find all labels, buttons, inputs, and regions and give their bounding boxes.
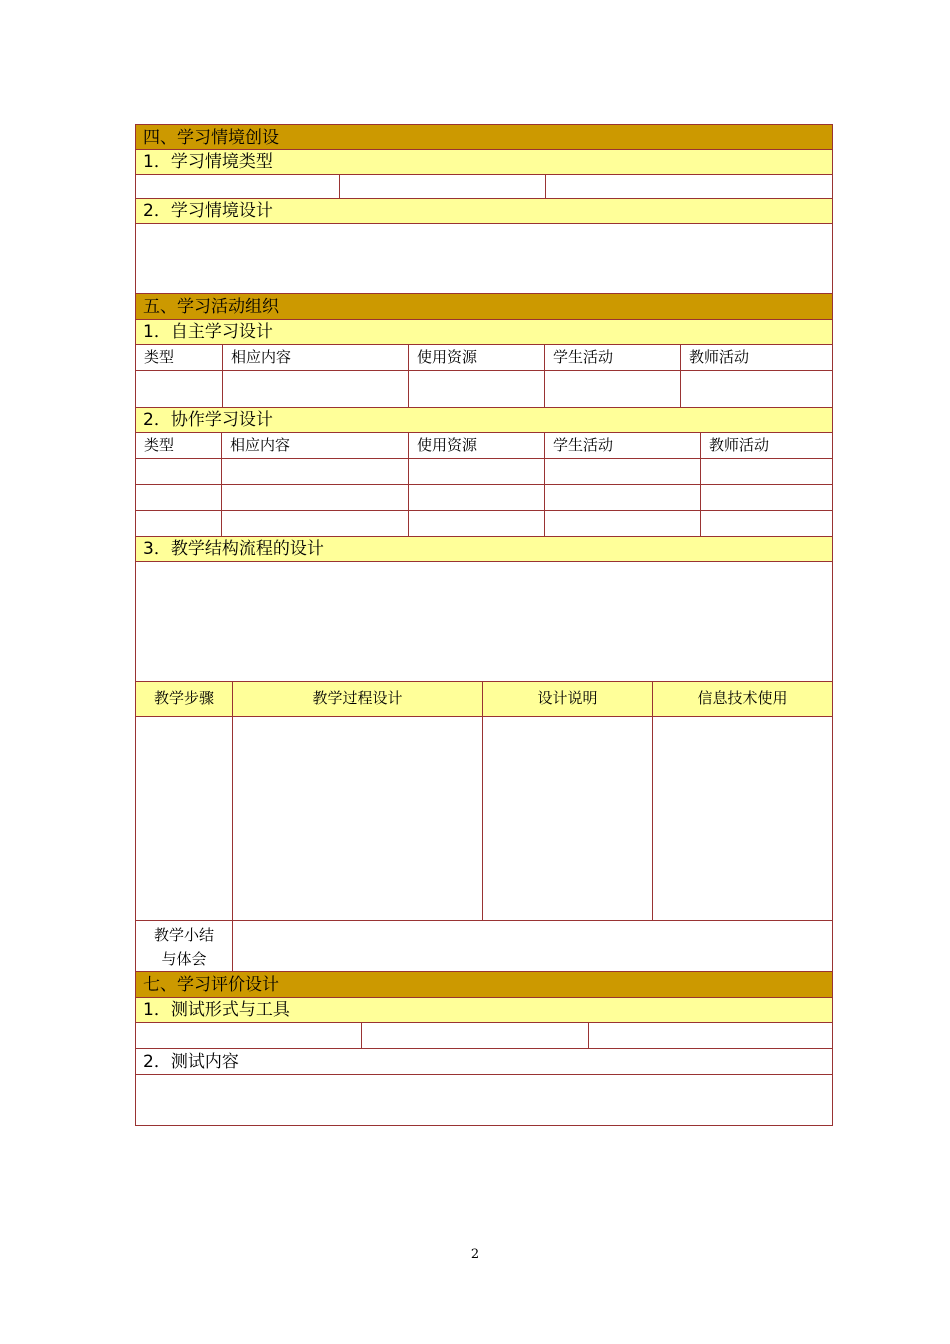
collab-row <box>135 485 833 511</box>
table-cell[interactable] <box>409 459 545 484</box>
col-student-activity: 学生活动 <box>545 433 701 458</box>
collab-header-row <box>135 433 833 459</box>
table-cell[interactable] <box>136 717 233 920</box>
summary-content[interactable] <box>233 921 832 971</box>
table-cell[interactable] <box>362 1023 589 1048</box>
table-cell[interactable] <box>136 371 223 407</box>
col-type: 类型 <box>136 345 223 370</box>
situation-type-cell[interactable] <box>136 175 340 198</box>
process-header-row <box>135 682 833 717</box>
col-student-activity: 学生活动 <box>545 345 681 370</box>
table-cell[interactable] <box>409 371 545 407</box>
table-cell[interactable] <box>136 511 222 536</box>
table-cell[interactable] <box>136 485 222 510</box>
situation-type-row <box>135 175 833 199</box>
table-cell[interactable] <box>545 459 701 484</box>
process-body-row <box>135 717 833 921</box>
col-content: 相应内容 <box>223 345 409 370</box>
section-7-sub2: 2．测试内容 <box>135 1049 833 1075</box>
col-process-design: 教学过程设计 <box>233 682 483 716</box>
self-study-row <box>135 371 833 408</box>
col-it-usage: 信息技术使用 <box>653 682 832 716</box>
table-cell[interactable] <box>701 511 832 536</box>
test-form-row <box>135 1023 833 1049</box>
self-study-header-row <box>135 345 833 371</box>
table-cell[interactable] <box>653 717 832 920</box>
situation-design-area[interactable] <box>135 224 833 294</box>
table-cell[interactable] <box>223 371 409 407</box>
section-4-sub1: 1．学习情境类型 <box>135 150 833 175</box>
table-cell[interactable] <box>545 485 701 510</box>
section-4-sub2: 2．学习情境设计 <box>135 199 833 224</box>
section-7-header: 七、学习评价设计 <box>135 972 833 998</box>
section-7-sub1: 1．测试形式与工具 <box>135 998 833 1023</box>
collab-row <box>135 459 833 485</box>
col-type: 类型 <box>136 433 222 458</box>
situation-type-cell[interactable] <box>340 175 546 198</box>
table-cell[interactable] <box>545 511 701 536</box>
table-cell[interactable] <box>701 485 832 510</box>
table-cell[interactable] <box>701 459 832 484</box>
table-cell[interactable] <box>681 371 832 407</box>
section-5-sub3: 3．教学结构流程的设计 <box>135 537 833 562</box>
table-cell[interactable] <box>136 459 222 484</box>
lesson-plan-table <box>135 124 833 1126</box>
table-cell[interactable] <box>483 717 653 920</box>
situation-type-cell[interactable] <box>546 175 832 198</box>
col-resources: 使用资源 <box>409 433 545 458</box>
table-cell[interactable] <box>409 511 545 536</box>
table-cell[interactable] <box>136 1023 362 1048</box>
page-number: 2 <box>470 1247 480 1262</box>
table-cell[interactable] <box>589 1023 832 1048</box>
summary-label: 教学小结 与体会 <box>136 921 233 971</box>
col-teaching-step: 教学步骤 <box>136 682 233 716</box>
table-cell[interactable] <box>545 371 681 407</box>
col-teacher-activity: 教师活动 <box>709 436 770 454</box>
section-4-header: 四、学习情境创设 <box>135 124 833 150</box>
summary-row <box>135 921 833 972</box>
col-resources: 使用资源 <box>409 345 545 370</box>
col-teacher-activity: 教师活动 <box>689 348 750 366</box>
table-cell[interactable] <box>409 485 545 510</box>
section-5-sub2: 2．协作学习设计 <box>135 408 833 433</box>
table-cell[interactable] <box>222 511 409 536</box>
col-design-note: 设计说明 <box>483 682 653 716</box>
table-cell[interactable] <box>222 459 409 484</box>
section-5-header: 五、学习活动组织 <box>135 294 833 320</box>
structure-flow-area[interactable] <box>135 562 833 682</box>
table-cell[interactable] <box>233 717 483 920</box>
col-content: 相应内容 <box>222 433 409 458</box>
table-cell[interactable] <box>222 485 409 510</box>
test-content-area[interactable] <box>135 1075 833 1126</box>
collab-row <box>135 511 833 537</box>
section-5-sub1: 1．自主学习设计 <box>135 320 833 345</box>
